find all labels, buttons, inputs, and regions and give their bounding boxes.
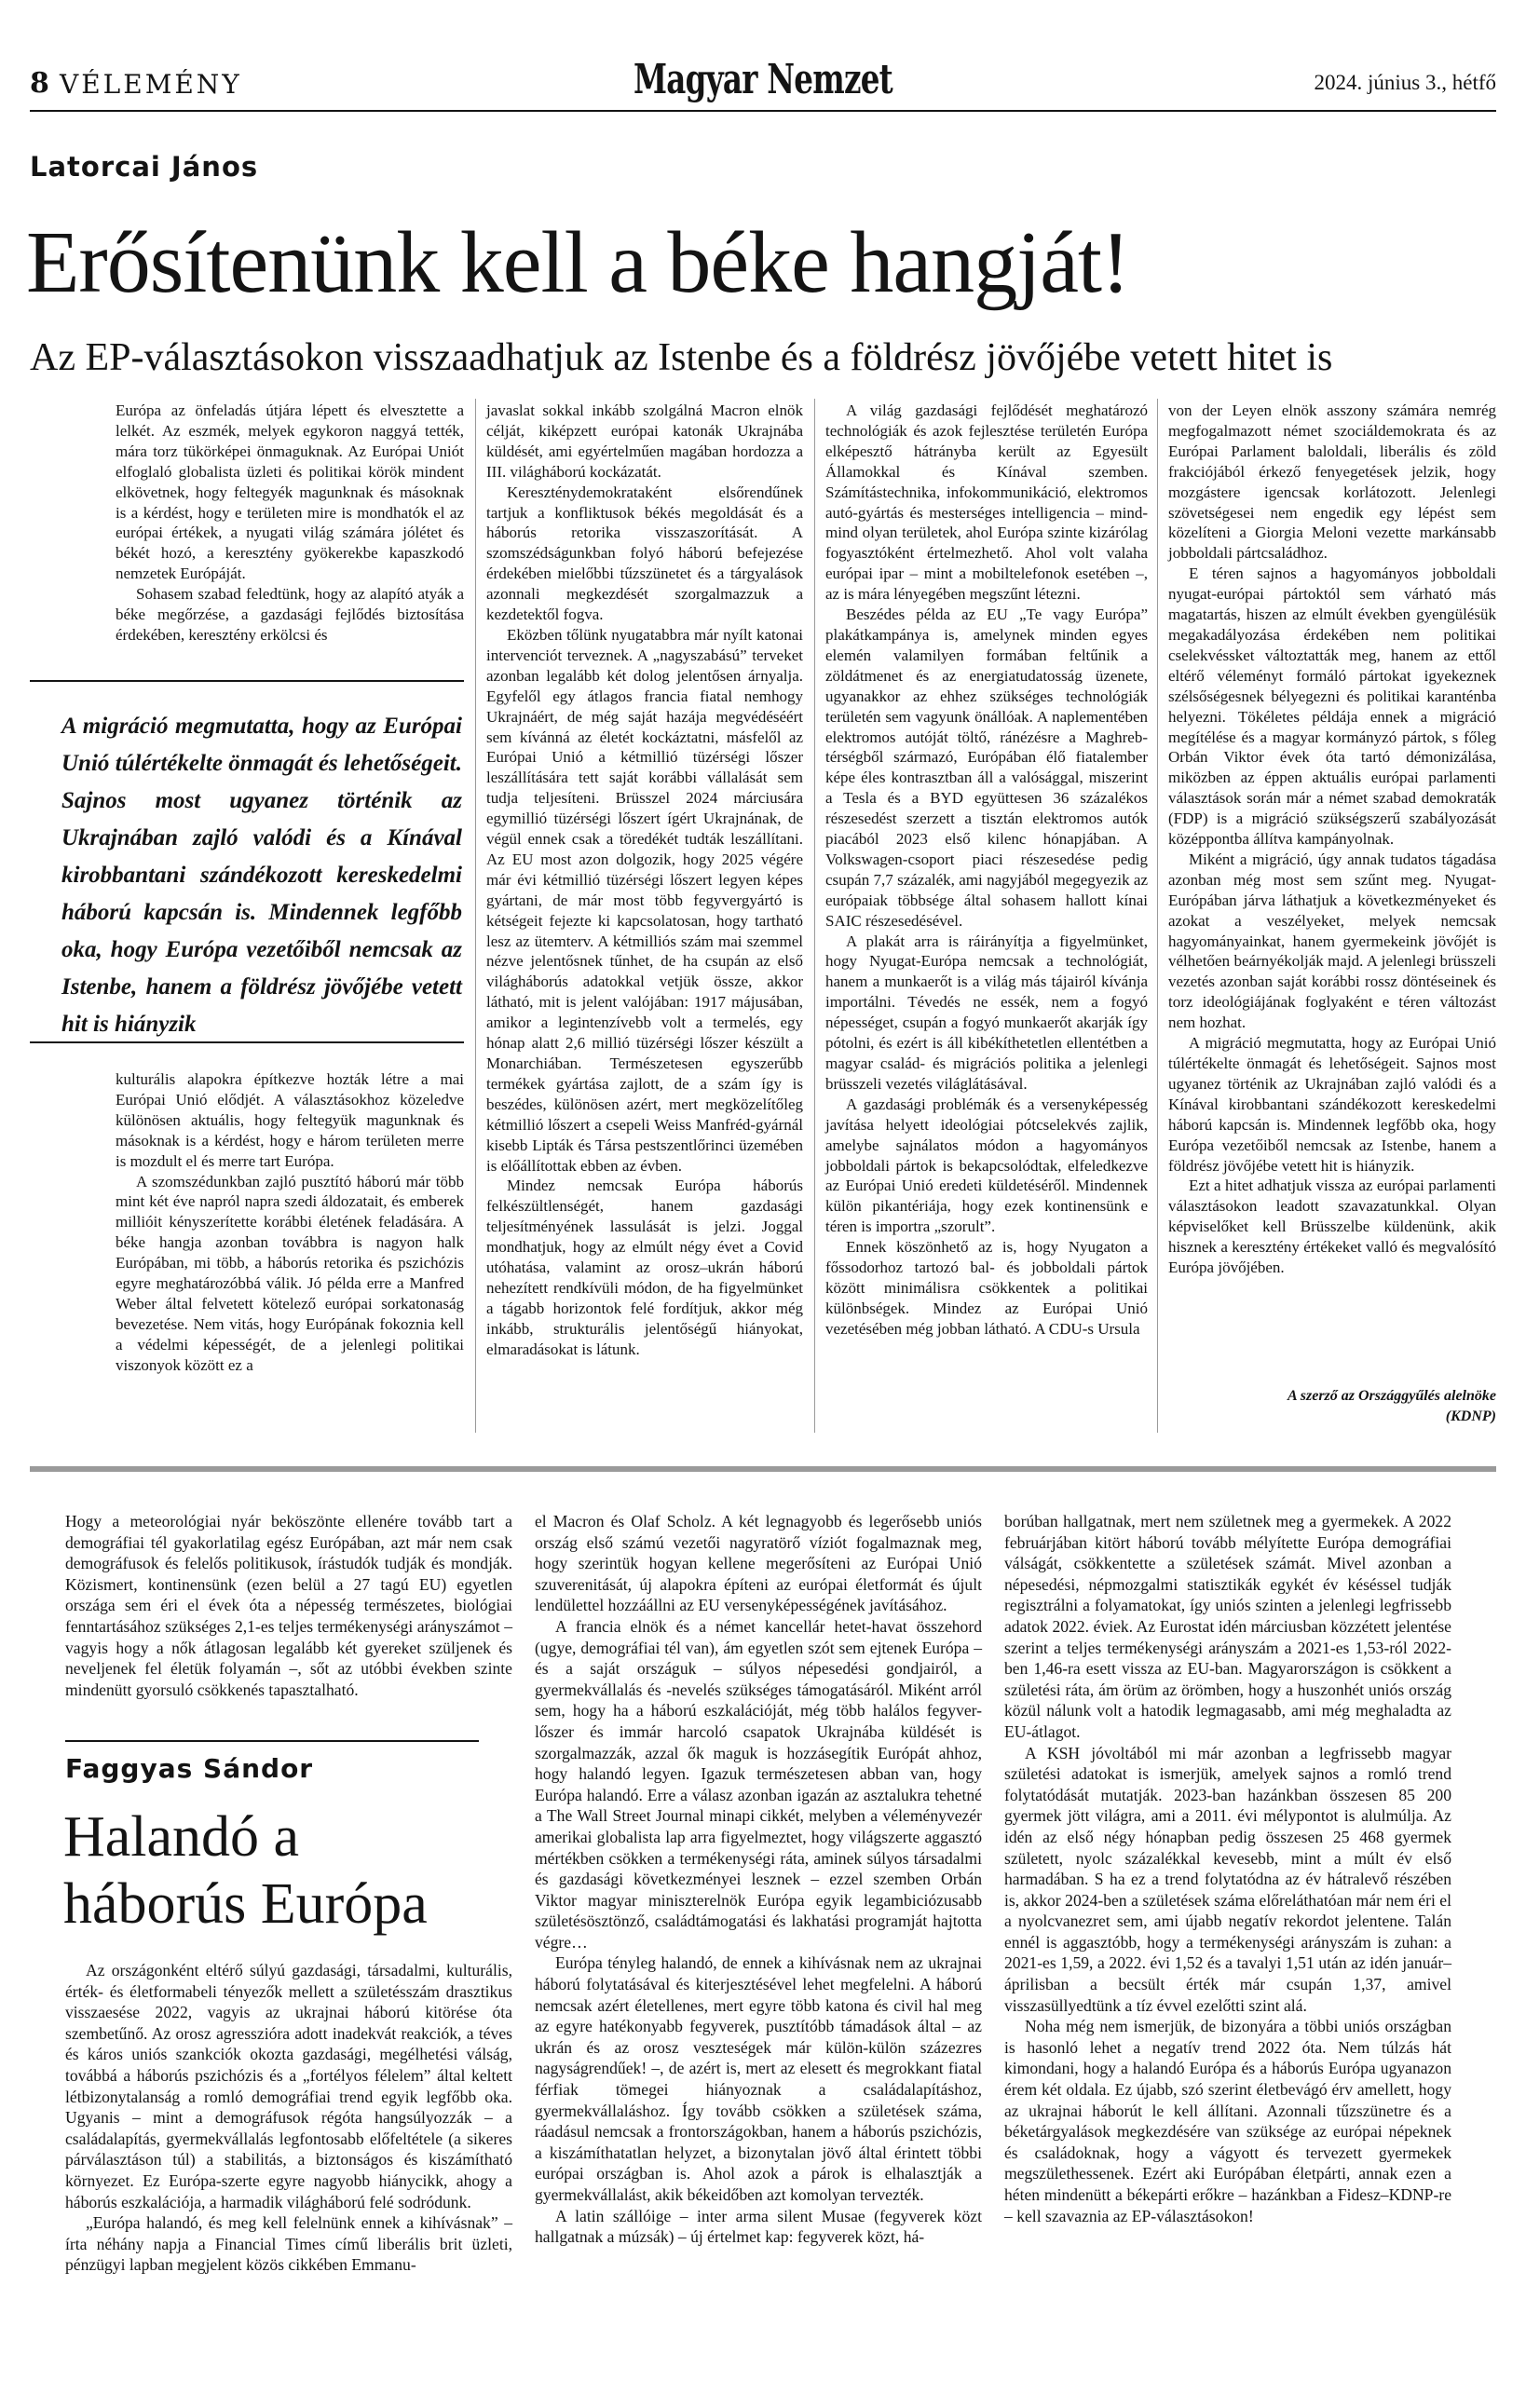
- pull-quote-rule-top: [30, 680, 464, 682]
- paragraph: A gazdasági problémák és a versenyképesség javítása helyett ideológiai pótcselekvés zajlik, amelybe sajnálatos módon a hagyományos jobboldali pártok is bekapcsolódtak, elfeledkezve az Európai Unió eredeti küldetéséről. Mindennek külön pikantériája, hogy ezek kontinensünk e téren is importra „szorult”.: [825, 1095, 1148, 1236]
- paragraph: A latin szállóige – inter arma silent Musae (fegyverek közt hallgatnak a múzsák) – új értelmet kap: fegyverek közt, há-: [535, 2206, 982, 2247]
- article1-column-2: [486, 401, 803, 1360]
- paragraph: Miként a migráció, úgy annak tudatos tágadása azonban még most sem szűnt meg. Nyugat-Európában járva láthatjuk a következményeket és azokat a veszélyeket, melyek nemcsak hagyományainkat, hanem gyermekeink jövőjét is vélhetően beárnyékolják majd. A jelenlegi brüsszeli vezetés azonban saját korábbi rossz döntéseinek és torz ideológiájának foglyaként e téren változást nem hozhat.: [1168, 850, 1496, 1032]
- article1-title: Erősítenünk kell a béke hangját!: [26, 214, 1130, 311]
- paragraph: Beszédes példa az EU „Te vagy Európa” plakátkampánya is, amelynek minden egyes elemén valamilyen formában feltűnik a zöldátmenet és az energiatudatosság üzenete, ugyanakkor az ehhez szükséges technológiák területén sem vagyunk önállóak. A naplementében elektromos autóját töltő, ránézésre a Maghreb-térségből származó, Európában élő fiatalember képe éles kontrasztban áll a valósággal, miszerint a Tesla és a BYD együttesen 36 százalékos részesedést szerzett a tisztán elektromos autók piacából 2023 első kilenc hónapjában. A Volkswagen-csoport piaci részesedése pedig csupán 7,7 százalék, ami nagyjából megegyezik az európaiak többsége által sohasem hallott kínai SAIC részesedésével.: [825, 605, 1148, 930]
- page-number: 8: [30, 67, 49, 100]
- article2-column-2: [535, 1511, 982, 2248]
- paragraph: Mindez nemcsak Európa háborús felkészültlenségét, hanem gazdasági teljesítményének lassulását is jelzi. Joggal mondhatjuk, hogy az elmúlt négy évet a Covid utóhatása, valamint az orosz–ukrán háború nehezített rendkívüli módon, de ha figyelmünket a tágabb horizontok felé fordítjuk, akkor még inkább, strukturális jelentőségű hiányokat, elmaradásokat is látunk.: [486, 1177, 803, 1358]
- article1-author: Latorcai János: [30, 151, 259, 183]
- paragraph: Európa tényleg halandó, de ennek a kihívásnak nem az ukrajnai háború folytatásával és kiterjesztésével lehet megfelelni. A háború nemcsak azért életellenes, mert egyre több katona és civil hal meg az egyre hatékonyabb fegyverek, pusztítóbb támadások által – az ukrán és az orosz veszteségek már külön-külön százezres nagyságrendűek! –, de azért is, mert az elesett és megrokkant fiatal férfiak tömegei hiányoznak a családalapításhoz, gyermekvállaláshoz. Így tovább csökken a születések száma, ráadásul nemcsak a frontországokban, hanem a háborús pszichózis, a kiszámíthatatlan helyzet, a bizonytalan jövő által érintett többi európai országban is. Ahol azok a párok is elhalasztják a gyermekvállalást, akik békeidőben azt komolyan tervezték.: [535, 1953, 982, 2204]
- paragraph: Ezt a hitet adhatjuk vissza az európai parlamenti választásokon leadott szavazatunkkal. Olyan képviselőket kell Brüsszelbe küldenünk, akik hisznek a keresztény értékeket valló és megvalósító Európa jövőjében.: [1168, 1177, 1496, 1277]
- article2-column-1-top: [65, 1511, 512, 1700]
- paragraph: javaslat sokkal inkább szolgálná Macron elnök célját, kiképzett európai katonák Ukrajnába küldését, ami egyértelműen magában hordozza a III. világháború kockázatát.: [486, 401, 803, 481]
- paragraph: kulturális alapokra építkezve hozták létre a mai Európai Unió elődjét. A választásokhoz közeledve különösen aktuális, hogy feltegyük magunknak és másoknak is a kérdést, hogy e három területen merre is mozdult el és merre tart Európa.: [116, 1070, 464, 1170]
- article2-column-3: [1004, 1511, 1451, 2226]
- paragraph: Európa az önfeladás útjára lépett és elvesztette a lelkét. Az eszmék, melyek egykoron naggyá tették, mára torz tükörképei önmaguknak. Az Európai Uniót elfoglaló globalista üzleti és politikai körök mindent elkövetnek, hogy feltegyék magunknak és másoknak is a kérdést, hogy e területen mire is mondhatók el az európai értékek, a nyugati világ számára jólétet és békét hozó, a keresztény gyökerekbe kapaszkodó nemzetek Európáját.: [116, 401, 464, 583]
- paragraph: borúban hallgatnak, mert nem születnek meg a gyermekek. A 2022 februárjában kitört háború tovább mélyítette Európa demográfiai válságát, csökkentette a születések számát. Mivel azonban a népesedési, népmozgalmi statisztikák egykét év késéssel tudják regisztrálni a folyamatokat, így uniós szinten a jelenlegi legfrissebb adatok 2022. éviek. Az Eurostat idén márciusban közzétett jelentése szerint a teljes termékenységi arányszám a 2021-es 1,53-ról 2022-ben 1,46-ra esett vissza az EU-ban. Magyarországon is csökkent a születési ráta, ám örüm az örömben, hogy a huszonhét uniós ország közül nálunk volt a hatodik legmagasabb, ami még meghaladta az EU-átlagot.: [1004, 1512, 1451, 1741]
- article1-subtitle: Az EP-választásokon visszaadhatjuk az Istenbe és a földrész jövőjébe vetett hitet is: [30, 336, 1333, 379]
- paragraph: Sohasem szabad feledtünk, hogy az alapító atyák a béke megőrzése, a gazdasági fejlődés biztosítása érdekében, keresztény erkölcsi és: [116, 585, 464, 644]
- paragraph: Eközben tőlünk nyugatabbra már nyílt katonai intervenciót terveznek. A „nagyszabású” terveket azonban legalább két dolog jelentősen árnyalja. Egyfelől egy átlagos francia fiatal nemhogy Ukrajnáért, de még saját hazája megvédéséért sem kívánná az életét kockáztatni, másfelől az Európai Unió a kétmillió tüzérségi lőszer leszállítására tett saját korábbi vállalását sem tudja teljesíteni. Brüsszel 2024 márciusára egymillió tüzérségi lőszert ígért Ukrajnának, de végül ennek csak a töredékét tudták leszállítani. Az EU most azon dolgozik, hogy 2025 végére már évi kétmillió tüzérségi lőszert legyen képes gyártani, de már most több fegyvergyártó is kétségeit fejezte ki kapcsolatosan, hogy tartható lesz az ütemterv. A kétmilliós szám mai szemmel nézve jelentősnek tűnhet, de ha csupán az első világháborús adatokkal vetjük össze, akkor látható, mit is jelent valójában: 1917 májusában, amikor a legintenzívebb volt a termelés, egy hónap alatt 2,6 millió tüzérségi lőszer készült a Monarchiában. Természetesen egyszerűbb termékek gyártása zajlott, de a szám így is beszédes, különösen azért, mert megközelítőleg kétmillió lőszert a csepeli Weiss Manfréd-gyárnál kisebb Lipták és Társa pestszentlőrinci üzemében is előállítottak ebben az évben.: [486, 625, 803, 1175]
- author-note-party: (KDNP): [1445, 1408, 1496, 1424]
- pull-quote: A migráció megmutatta, hogy az Európai Unió túlértékelte önmagát és lehetőségeit. Sajnos most ugyanez történik az Ukrajnában zajló valódi és a Kínával kirobbantani szándékozott kereskedelmi háború kapcsán is. Mindennek legfőbb oka, hogy Európa vezetőiből nemcsak az Istenbe, hanem a földrész jövőjébe vetett hit is hiányzik: [61, 714, 462, 1037]
- pull-quote-rule-bottom: [30, 1041, 464, 1043]
- paragraph: A világ gazdasági fejlődését meghatározó technológiák és azok fejlesztése területén Európa elképesztő hátrányba került az Egyesült Államokkal és Kínával szemben. Számítástechnika, infokommunikáció, elektromos autó-gyártás és mesterséges intelligencia – mind-mind olyan területek, ahol Európa szinte kizárólag fogyasztóként értelmezhető. Ahol volt valaha európai ipar – mint a mobiltelefonok esetében –, az is mára lényegében megszűnt létezni.: [825, 401, 1148, 604]
- article1-column-1-bottom: [116, 1069, 464, 1376]
- article1-column-4: [1168, 401, 1496, 1278]
- paragraph: E téren sajnos a hagyományos jobboldali nyugat-európai pártoktól sem várható más magatartás, hiszen az elmúlt években gyengülésük megakadályozása érdekében nem politikai cselekvéssket változtatták meg, hanem az ettől eltérő véleményt formáló pártokat igyekeznek szélsőségesnek bélyegezni és politikai karanténba helyezni. Tökéletes példája ennek a migráció megítélése és a magyar kormányzó pártok, s főleg Orbán Viktor évek óta tartó démonizálása, miközben az éppen aktuális európai parlamenti választások során már a német szabad demokraták (FDP) is a migráció szükségszerű szabályozását középpontba állítva kampányolnak.: [1168, 565, 1496, 849]
- masthead-logo: Magyar Nemzet: [634, 56, 892, 103]
- article2-column-1-bottom: [65, 1960, 512, 2276]
- article-divider: [30, 1466, 1496, 1472]
- header-rule: [30, 110, 1496, 112]
- paragraph: el Macron és Olaf Scholz. A két legnagyobb és legerősebb uniós ország első számú vezetői nagyratörő víziót fogalmaznak meg, hogy szerintük hogyan kellene megerősíteni az Európai Unió szuverenitását, új alapokra építeni az európai életformát és újult lendülettel hozzáállni az EU versenyképességének javításához.: [535, 1512, 982, 1615]
- paragraph: Noha még nem ismerjük, de bizonyára a többi uniós országban is hasonló lehet a negatív trend 2022 óta. Nem túlzás hát kimondani, hogy a halandó Európa és a háborús Európa ugyanazon érem két oldala. Ez újabb, szó szerint életbevágó érv amellett, hogy az ukrajnai háborút le kell állítani. Azonnali tűzszünetre és a béketárgyalások megkezdésére van szüksége az európai népeknek és családoknak, hogy a vágyott és tervezett gyermekek megszülethessenek. Ezért aki Európában életpárti, annak ezen a héten mindenütt a békepárti erőkre – hazánkban a Fidesz–KDNP-re – kell szavaznia az EP-választásokon!: [1004, 2017, 1451, 2225]
- paragraph: A francia elnök és a német kancellár hetet-havat összehord (ugye, demográfiai tél van), ám egyetlen szót sem ejtenek Európa – és a saját országuk – súlyos népesedési gondjairól, a gyermekvállalás és -nevelés szükséges támogatásáról. Miként arról sem, hogy ha a háború eszkalációját, még több halálos fegyver-lőszer és immár harcoló csapatok Ukrajnába küldését is szorgalmazzák, azzal ők maguk is hozzásegítik Európát ahhoz, hogy halandó legyen. Igazuk természetesen abban van, hogy Európa halandó. Erre a válasz azonban igazán az asztalukra tehetné a The Wall Street Journal minapi cikkét, melyben a véleményvezér amerikai globalista lap arra figyelmeztet, hogy világszerte aggasztó mértékben csökken a termékenységi ráta, aminek súlyos társadalmi és gazdasági következményei lesznek – ezzel szemben Orbán Viktor magyar miniszterelnök Európa egyik legambiciózusabb születésösztönző, családtámogatási és lakhatási programját hajtotta végre…: [535, 1616, 982, 1952]
- paragraph: A migráció megmutatta, hogy az Európai Unió túlértékelte önmagát és lehetőségeit. Sajnos most ugyanez történik az Ukrajnában zajló valódi és a Kínával kirobbantani szándékozott kereskedelmi háború kapcsán is. Mindennek legfőbb oka, hogy Európa vezetőiből nemcsak az Istenbe, hanem a földrész jövőjébe vetett hit is hiányzik.: [1168, 1034, 1496, 1175]
- paragraph: Hogy a meteorológiai nyár beköszönte ellenére tovább tart a demográfiai tél gyakorlatilag egész Európában, azt már nem csak demográfusok és felelős politikusok, írástudók tudják és mondják. Közismert, kontinensünk (ezen belül a 27 tagú EU) egyetlen országa sem éri el évek óta a népesség természetes, biológiai fenntartásához szükséges 2,1-es teljes termékenységi arányszámot – vagyis hogy a nők átlagosan legalább két gyereket szüljenek és neveljenek fel életük folyamán –, sőt az utóbbi években szinte mindenütt gyorsuló csökkenés tapasztalható.: [65, 1512, 512, 1699]
- column-rule: [814, 399, 815, 1433]
- article2-title: Halandó a háborús Európa: [63, 1805, 428, 1936]
- paragraph: Az országonként eltérő súlyú gazdasági, társadalmi, kulturális, érték- és életformabeli tényezők mellett a születésszám drasztikus visszaesése 2022, vagyis az ukrajnai háború kitörése óta szembetűnő. Az orosz agresszióra adott inadekvát reakciók, a téves és káros uniós szankciók okozta gazdasági, megélhetési válság, továbbá a háborús pszichózis és a „fortélyos félelem” által keltett létbizonytalanság a romló demográfiai trend egyik legfőbb oka. Ugyanis – mint a demográfusok régóta hangsúlyozzák – a családalapítás, gyermekvállalás legfontosabb előfeltétele (a sikeres párválasztáson túl) a stabilitás, a biztonságos és kiszámítható környezet. Ez Európa-szerte egyre nagyobb hiánycikk, ahogy a háborús eszkalációja, a harmadik világháború felé sodródunk.: [65, 1961, 512, 2211]
- column-rule: [1157, 399, 1158, 1433]
- issue-date: 2024. június 3., hétfő: [1314, 71, 1496, 94]
- paragraph: A szomszédunkban zajló pusztító háború már több mint két éve napról napra szedi áldozatait, és emberek millióit kényszerítette korábbi életének feladására. A béke hangja azonban továbbra is nagyon halk Európában, mi több, a háborús retorika és pszichózis egyre meghatározóbbá válik. Jó példa erre a Manfred Weber által felvetett kötelező európai sorkatonaság bevezetése. Nem vitás, hogy Európának fokoznia kell a védelmi képességét, de a jelenlegi politikai viszonyok között ez a: [116, 1172, 464, 1374]
- article2-author: Faggyas Sándor: [65, 1753, 314, 1784]
- section-label: VÉLEMÉNY: [60, 69, 242, 100]
- article1-column-3: [825, 401, 1148, 1340]
- paragraph: Ennek köszönhető az is, hogy Nyugaton a főssodorhoz tartozó bal- és jobboldali pártok között minimálisra csökkentek a politikai különbségek. Mindez az Európai Unió vezetésében még jobban látható. A CDU-s Ursula: [825, 1238, 1148, 1338]
- paragraph: A plakát arra is ráirányítja a figyelmünket, hogy Nyugat-Európa nemcsak a technológiát, hanem a munkaerőt is a világ más tájairól kívánja importálni. Tévedés ne essék, nem a fogyó népességet, csupán a fogyó munkaerőt akarják így pótolni, és ezért is áll kibékíthetetlen ellentétben a magyar család- és migrációs politika a jelenlegi brüsszeli vezetés világlátásával.: [825, 932, 1148, 1093]
- paragraph: „Európa halandó, és meg kell felelnünk ennek a kihívásnak” – írta néhány napja a Financial Times című liberális brit üzleti, pénzügyi lapban megjelent közös cikkében Emmanu-: [65, 2213, 512, 2275]
- paragraph: A KSH jóvoltából mi már azonban a legfrissebb magyar születési adatokat is ismerjük, amelyek sajnos a romló trend folytatódását mutatják. 2023-ban hazánkban összesen 85 200 gyermek jött világra, ami a 2011. évi mélypontot is alulmúlja. Az idén az első négy hónapban pedig összesen 25 468 gyermek született, nyolc százalékkal kevesebb, mint a múlt év első harmadában. S ha ez a trend folytatódna az év hátralevő részében is, akkor 2024-ben a születések száma előreláthatóan már nem éri el a nyolcvanezret sem, ami újabb negatív rekordot jelentene. Talán ennél is aggasztóbb, hogy a termékenységi arányszám is zuhan: a 2021-es 1,59, a 2022. évi 1,52 és a tavalyi 1,51 után az idén január–áprilisban a becsült érték már csupán 1,37, amivel visszasüllyedtünk a tíz évvel ezelőtti szint alá.: [1004, 1743, 1451, 2015]
- page-header: [30, 56, 1496, 104]
- author-note: [1166, 1386, 1496, 1427]
- author-note-line: A szerző az Országgyűlés alelnöke: [1287, 1388, 1496, 1404]
- article1-column-1-top: [116, 401, 464, 646]
- paragraph: von der Leyen elnök asszony számára nemrég megfogalmazott német szociáldemokrata és az Európai Parlament baloldali, liberális és zöld frakciójából érkező fenyegetések jelzik, hogy mozgástere igencsak korlátozott. Jelenlegi szövetségesei nem engedik egy lépést sem közelíteni a Giorgia Meloni vezette markánsabb jobboldali pártcsaládhoz.: [1168, 401, 1496, 563]
- paragraph: Kereszténydemokrataként elsőrendűnek tartjuk a konfliktusok békés megoldását és a háborús retorika visszaszorítását. A szomszédságunkban folyó háború befejezése érdekében mielőbbi tűzszünetet és a tárgyalások azonnali megkezdését szorgalmazzuk a kezdetektől fogva.: [486, 483, 803, 624]
- column-rule: [475, 399, 476, 1433]
- author2-rule: [65, 1740, 479, 1742]
